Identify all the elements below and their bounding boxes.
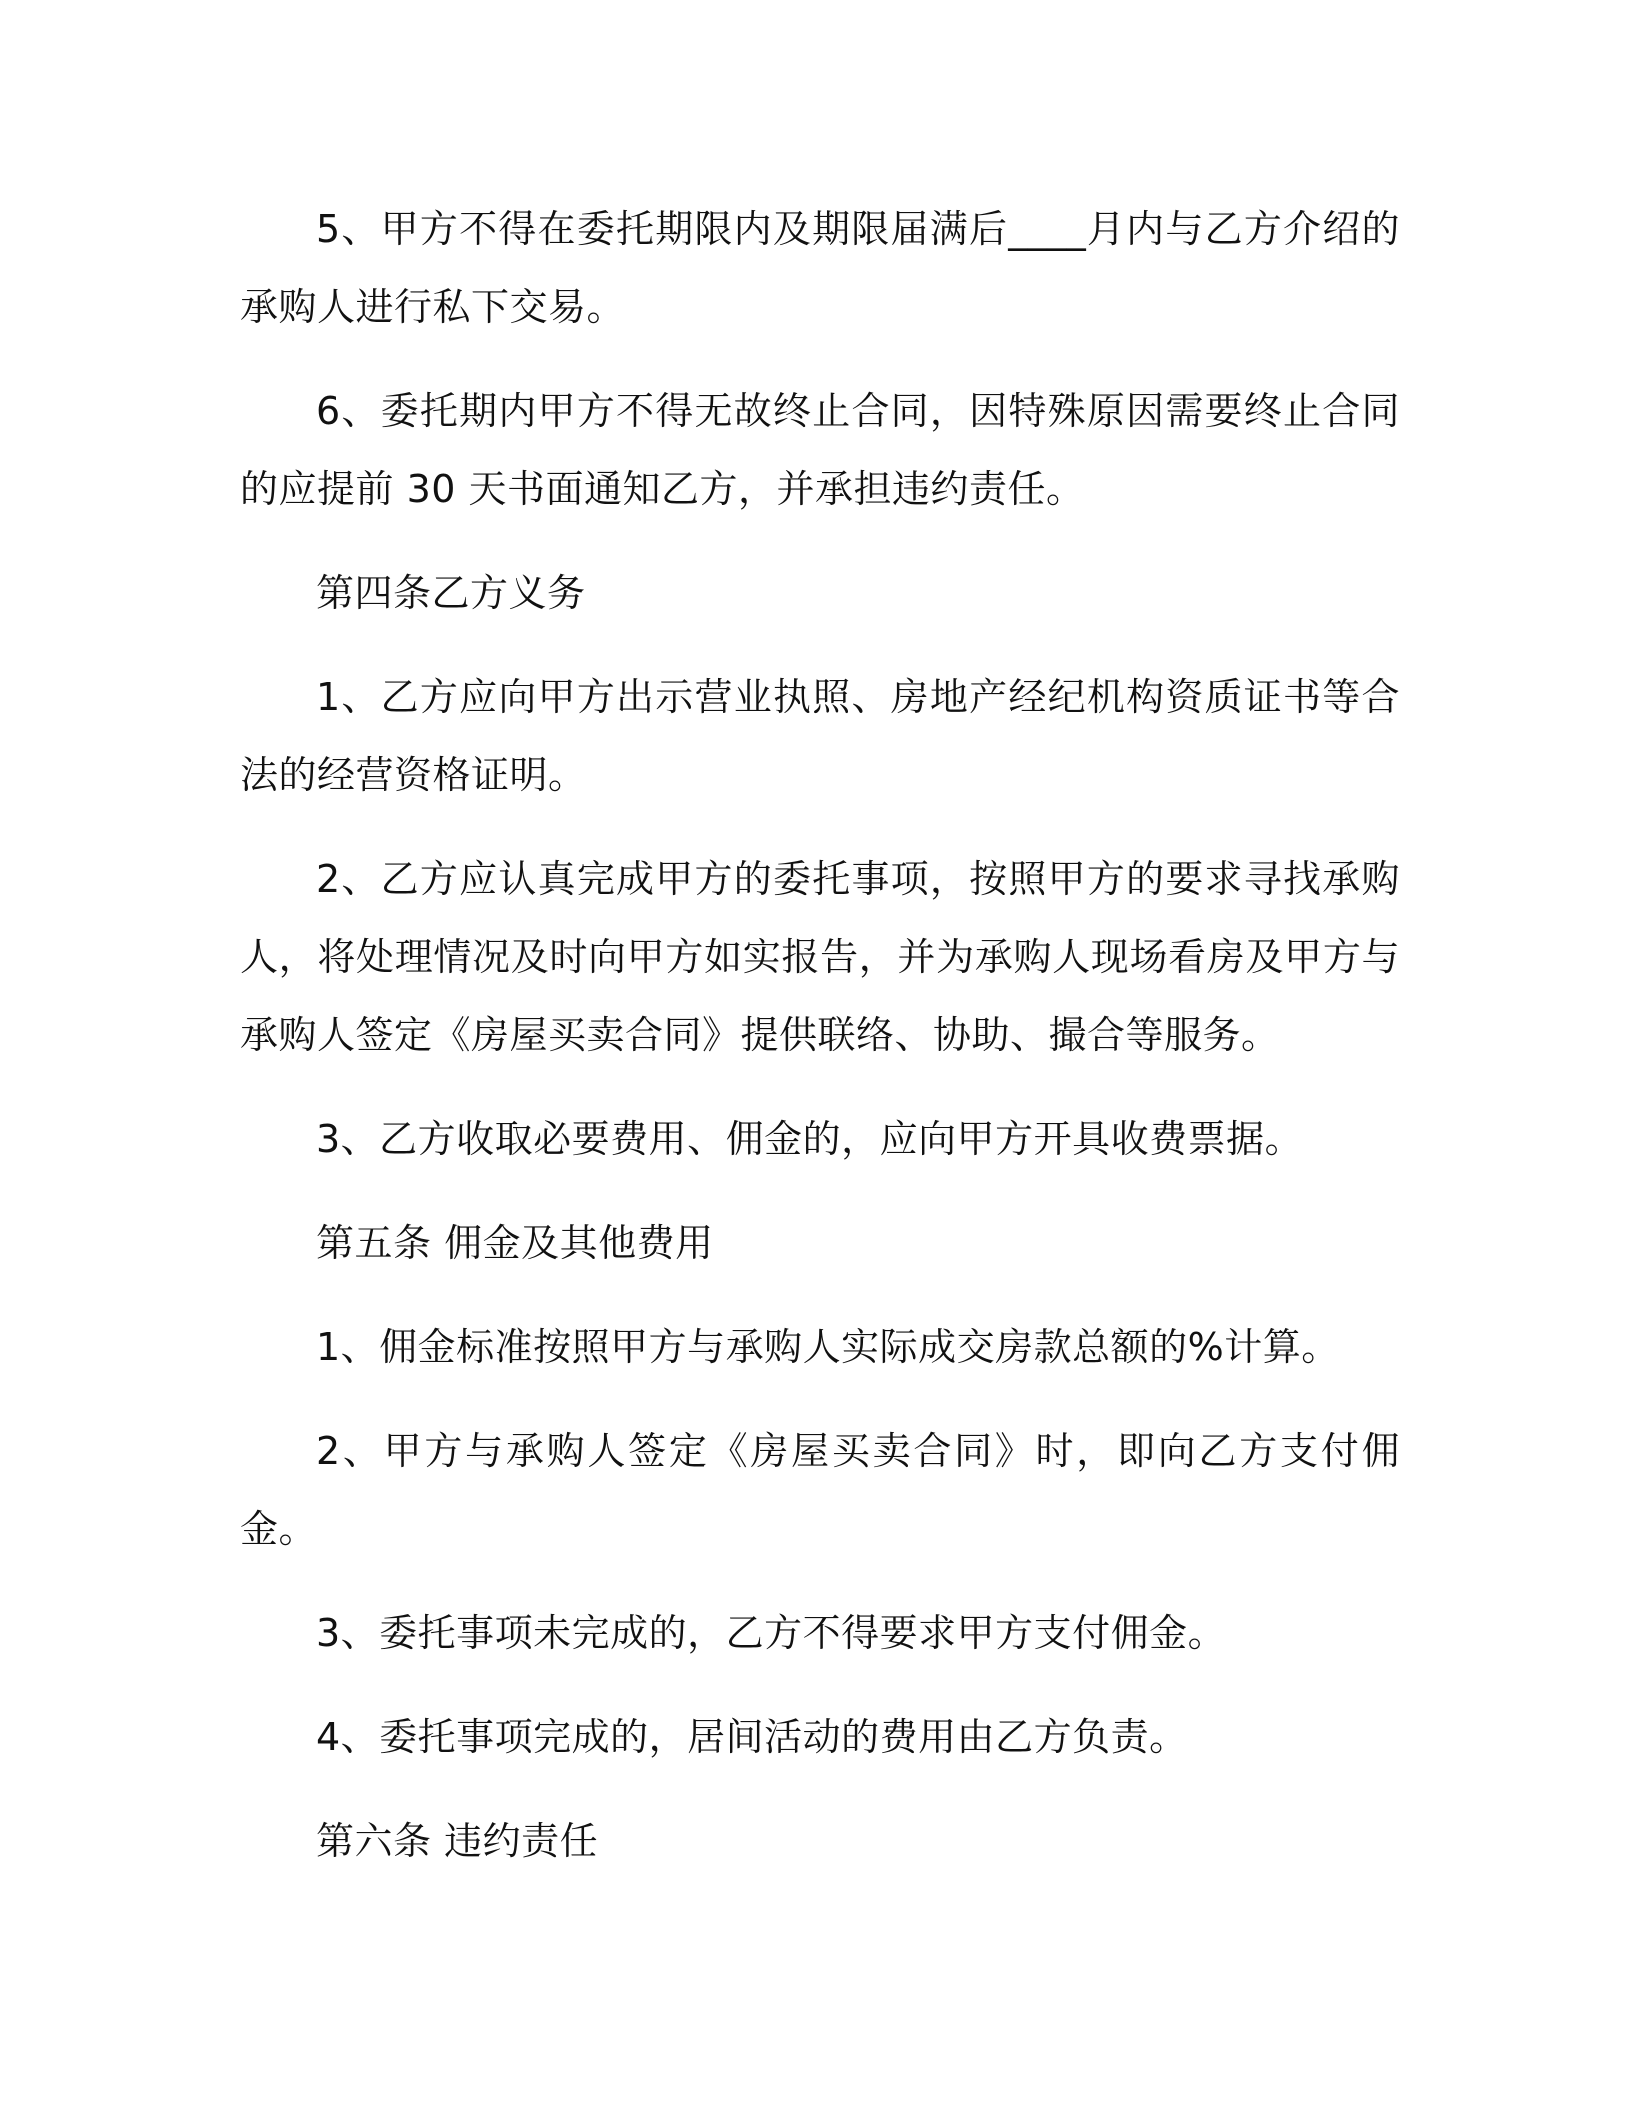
clause-4-item-3: 3、乙方收取必要费用、佣金的，应向甲方开具收费票据。 [316,1117,1304,1161]
clause-4-item-1: 1、乙方应向甲方出示营业执照、房地产经纪机构资质证书等合法的经营资格证明。 [240,675,1400,797]
document-body [240,190,1400,1906]
clause-3-item-5: 5、甲方不得在委托期限内及期限届满后____月内与乙方介绍的承购人进行私下交易。 [240,207,1400,329]
clause-4-item-2: 2、乙方应认真完成甲方的委托事项，按照甲方的要求寻找承购人，将处理情况及时向甲方如实报告，并为承购人现场看房及甲方与承购人签定《房屋买卖合同》提供联络、协助、撮合等服务。 [240,857,1400,1057]
clause-5-item-3: 3、委托事项未完成的，乙方不得要求甲方支付佣金。 [316,1611,1227,1655]
clause-5-heading: 第五条 佣金及其他费用 [316,1221,714,1265]
clause-5-item-4: 4、委托事项完成的，居间活动的费用由乙方负责。 [316,1715,1188,1759]
clause-5-item-1: 1、佣金标准按照甲方与承购人实际成交房款总额的%计算。 [316,1325,1340,1369]
clause-3-item-6: 6、委托期内甲方不得无故终止合同，因特殊原因需要终止合同的应提前 30 天书面通知乙方，并承担违约责任。 [240,389,1400,511]
clause-6-heading: 第六条 违约责任 [316,1819,599,1863]
clause-4-heading: 第四条乙方义务 [316,571,586,615]
clause-5-item-2: 2、甲方与承购人签定《房屋买卖合同》时，即向乙方支付佣金。 [240,1429,1400,1551]
